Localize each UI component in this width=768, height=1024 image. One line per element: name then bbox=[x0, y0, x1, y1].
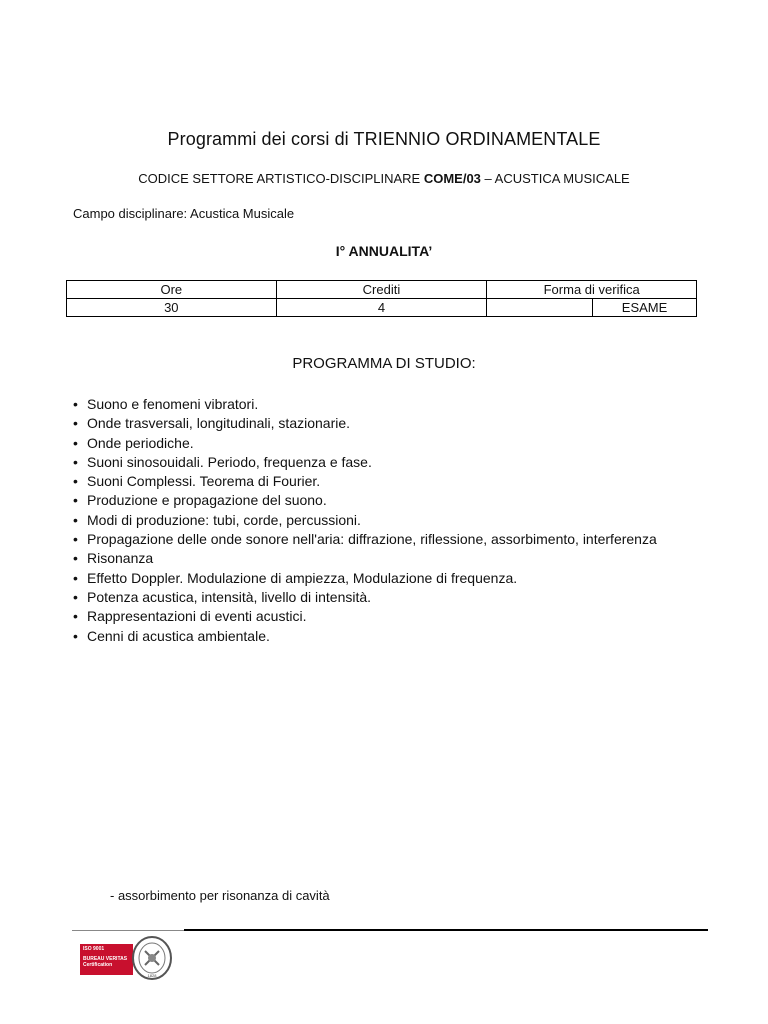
header-forma-verifica: Forma di verifica bbox=[487, 281, 697, 299]
sector-code: COME/03 bbox=[423, 171, 481, 186]
logo-line-name: BUREAU VERITAS bbox=[83, 956, 128, 962]
cell-verifica: ESAME bbox=[593, 299, 697, 317]
header-ore: Ore bbox=[67, 281, 277, 299]
cell-ore: 30 bbox=[67, 299, 277, 317]
logo-line-iso: ISO 9001 bbox=[83, 946, 105, 952]
list-item: • Onde trasversali, longitudinali, stazionarie. bbox=[73, 414, 673, 433]
footer-divider bbox=[184, 929, 708, 931]
list-item: • Onde periodiche. bbox=[73, 434, 673, 453]
exam-table bbox=[66, 280, 697, 317]
header-crediti: Crediti bbox=[276, 281, 487, 299]
list-item: • Suoni sinosouidali. Periodo, frequenza e fase. bbox=[73, 453, 673, 472]
list-item: • Suoni Complessi. Teorema di Fourier. bbox=[73, 472, 673, 491]
programma-heading: PROGRAMMA DI STUDIO: bbox=[292, 355, 476, 372]
topic-list bbox=[73, 395, 673, 646]
field-label: Campo disciplinare: Acustica Musicale bbox=[73, 206, 295, 221]
list-item: • Risonanza bbox=[73, 549, 673, 568]
list-item: • Effetto Doppler. Modulazione di ampiezza, Modulazione di frequenza. bbox=[73, 569, 673, 588]
table-row bbox=[67, 299, 697, 317]
list-item: • Potenza acustica, intensità, livello di intensità. bbox=[73, 588, 673, 607]
list-item: • Modi di produzione: tubi, corde, percussioni. bbox=[73, 511, 673, 530]
sector-suffix: – ACUSTICA MUSICALE bbox=[480, 171, 630, 186]
cell-crediti: 4 bbox=[276, 299, 487, 317]
list-item: • Rappresentazioni di eventi acustici. bbox=[73, 607, 673, 626]
list-item: • Propagazione delle onde sonore nell'aria: diffrazione, riflessione, assorbimento, interferenza bbox=[73, 530, 673, 549]
list-item: • Cenni di acustica ambientale. bbox=[73, 627, 673, 646]
page-title: Programmi dei corsi di TRIENNIO ORDINAMENTALE bbox=[167, 129, 601, 149]
cell-verifica-blank bbox=[487, 299, 593, 317]
annualita-heading: I° ANNUALITA’ bbox=[335, 243, 433, 259]
sector-prefix: CODICE SETTORE ARTISTICO-DISCIPLINARE bbox=[138, 171, 424, 186]
table-header-row bbox=[67, 281, 697, 299]
list-item: • Suono e fenomeni vibratori. bbox=[73, 395, 673, 414]
seal-year: 1828 bbox=[147, 973, 157, 978]
list-item: • Produzione e propagazione del suono. bbox=[73, 491, 673, 510]
logo-line-cert: Certification bbox=[83, 962, 113, 968]
bureau-veritas-logo bbox=[80, 944, 133, 975]
footnote: - assorbimento per risonanza di cavità bbox=[110, 888, 330, 903]
bureau-veritas-seal-icon bbox=[131, 935, 173, 981]
sector-code-line bbox=[0, 171, 768, 186]
